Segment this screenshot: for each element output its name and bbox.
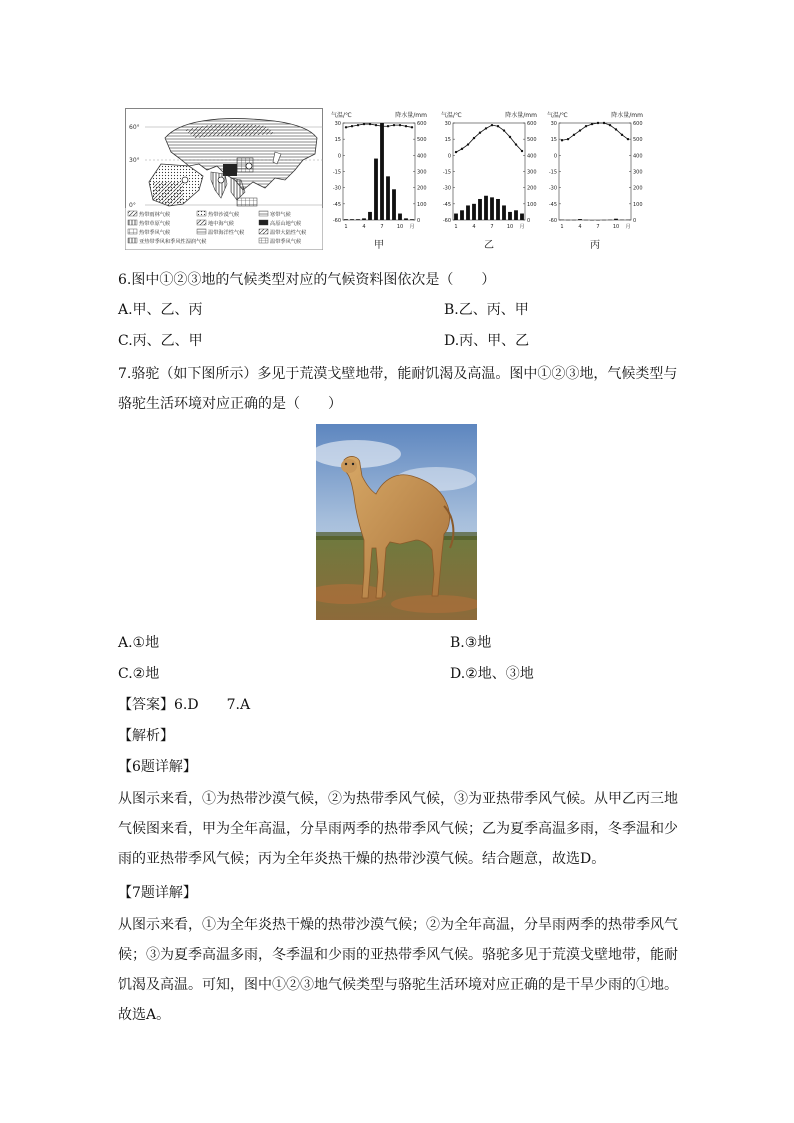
- detail-6-text: 从图示来看，①为热带沙漠气候，②为热带季风气候，③为亚热带季风气候。从甲乙丙三地气候图来看，甲为全年高温，分旱雨两季的热带季风气候；乙为夏季高温多雨，冬季温和少雨的亚热带季风气候；丙为全年炎热干燥的热带沙漠气候。结合题意，故选D。: [118, 791, 678, 867]
- temp-point: [363, 123, 365, 125]
- temp-point: [515, 143, 517, 145]
- climate-figure: [125, 108, 645, 258]
- detail-7-text: 从图示来看，①为全年炎热干燥的热带沙漠气候；②为全年高温，分旱雨两季的热带季风气候；③为夏季高温多雨，冬季温和少雨的亚热带季风气候。骆驼多见于荒漠戈壁地带，能耐饥渴及高温。可知，图中①②③地气候类型与骆驼生活环境对应正确的是干旱少雨的①地。故选A。: [118, 917, 678, 1023]
- temp-tick-label: 15: [550, 137, 557, 144]
- x-tick-label: 10: [396, 224, 404, 230]
- precip-bar: [386, 176, 390, 220]
- temp-point: [503, 129, 505, 131]
- x-tick-label: 1: [560, 224, 564, 230]
- chart-label: 甲: [374, 240, 384, 251]
- precip-bar: [356, 219, 360, 220]
- temp-point: [509, 136, 511, 138]
- question-6-stem: 6.图中①②③地的气候类型对应的气候资料图依次是（ ）: [118, 272, 496, 288]
- temp-point: [375, 124, 377, 126]
- precip-tick-label: 300: [417, 169, 427, 176]
- temp-tick-label: -30: [442, 185, 451, 192]
- temp-point: [381, 125, 383, 127]
- legend-item: 热带季风气候: [139, 230, 171, 236]
- temp-tick-label: -60: [442, 218, 451, 224]
- temp-point: [615, 128, 617, 130]
- question-7-stem-line2: 骆驼生活环境对应正确的是（ ）: [118, 396, 342, 412]
- temp-point: [491, 124, 493, 126]
- temp-point: [399, 124, 401, 126]
- legend-item: 亚热带季风和季风性湿润气候: [139, 239, 207, 245]
- precip-bar: [490, 197, 494, 220]
- x-tick-label: 7: [596, 224, 600, 230]
- temp-tick-label: -45: [442, 201, 451, 208]
- temp-point: [461, 148, 463, 150]
- temp-axis-title: 气温/℃: [441, 112, 462, 119]
- x-tick-label: 月: [625, 224, 631, 230]
- camel-photo: [316, 424, 477, 620]
- precip-tick-label: 400: [633, 153, 643, 160]
- temp-tick-label: 30: [334, 121, 341, 127]
- temp-tick-label: -60: [332, 218, 341, 224]
- temp-axis-title: 气温/℃: [547, 112, 568, 119]
- temp-tick-label: 30: [550, 121, 557, 127]
- temp-point: [573, 134, 575, 136]
- precip-axis-title: 降水量/mm: [395, 112, 427, 119]
- precip-tick-label: 200: [633, 185, 643, 192]
- plot-frame: [343, 123, 415, 220]
- answer-value: 6.D 7.A: [174, 697, 251, 713]
- temp-tick-label: -15: [442, 169, 451, 176]
- precip-tick-label: 200: [527, 185, 537, 192]
- legend-item: 地中海气候: [208, 221, 234, 227]
- temp-point: [485, 127, 487, 129]
- precip-tick-label: 100: [417, 201, 427, 208]
- climate-chart-bing: [545, 108, 645, 258]
- temp-point: [497, 125, 499, 127]
- temp-axis-title: 气温/℃: [331, 112, 352, 119]
- precip-bar: [578, 219, 582, 220]
- precip-bar: [350, 219, 354, 220]
- temp-tick-label: -60: [548, 218, 557, 224]
- precip-tick-label: 500: [633, 137, 643, 144]
- lat-label: 60°: [129, 124, 140, 131]
- q7-option-b: B.③地: [450, 635, 492, 651]
- question-7-stem-line1: 7.骆驼（如下图所示）多见于荒漠戈壁地带，能耐饥渴及高温。图中①②③地，气候类型与: [118, 366, 678, 382]
- precip-bar: [472, 204, 476, 220]
- precip-bar: [514, 210, 518, 220]
- temp-point: [597, 122, 599, 124]
- chart-label: 丙: [590, 240, 600, 251]
- temp-point: [369, 123, 371, 125]
- temp-point: [561, 139, 563, 141]
- precip-bar: [368, 212, 372, 220]
- precip-bar: [374, 159, 378, 220]
- precip-bar: [502, 205, 506, 220]
- temp-line: [456, 125, 522, 152]
- detail-6-title: 【6题详解】: [118, 759, 197, 775]
- precip-bar: [496, 199, 500, 220]
- temp-point: [405, 125, 407, 127]
- temp-point: [521, 150, 523, 152]
- temp-tick-label: 0: [447, 153, 451, 160]
- legend-item: 热带沙漠气候: [208, 212, 240, 218]
- precip-tick-label: 200: [417, 185, 427, 192]
- temp-tick-label: -45: [548, 201, 557, 208]
- q6-option-d: D.丙、甲、乙: [444, 333, 530, 349]
- precip-tick-label: 100: [633, 201, 643, 208]
- temp-line: [562, 123, 628, 140]
- temp-point: [609, 124, 611, 126]
- x-tick-label: 1: [344, 224, 348, 230]
- map-graphic: [125, 108, 323, 250]
- climate-chart-jia: [329, 108, 429, 258]
- precip-tick-label: 500: [527, 137, 537, 144]
- temp-point: [603, 122, 605, 124]
- temp-tick-label: 30: [444, 121, 451, 127]
- lat-label: 0°: [129, 202, 136, 209]
- temp-point: [387, 125, 389, 127]
- precip-tick-label: 300: [527, 169, 537, 176]
- climate-chart-svg: [439, 108, 539, 238]
- temp-point: [411, 126, 413, 128]
- analysis-label: 【解析】: [118, 728, 174, 744]
- precip-bar: [398, 214, 402, 220]
- temp-tick-label: 15: [444, 137, 451, 144]
- answer-label: 【答案】: [118, 697, 174, 713]
- precip-bar: [460, 210, 464, 220]
- chart-label: 乙: [484, 240, 494, 251]
- legend-item: 温带大陆性气候: [270, 230, 307, 236]
- precip-bar: [362, 218, 366, 220]
- temp-tick-label: 0: [553, 153, 557, 160]
- legend-item: 热带雨林气候: [139, 212, 171, 218]
- detail-7-title: 【7题详解】: [118, 885, 197, 901]
- x-tick-label: 10: [506, 224, 514, 230]
- precip-bar: [404, 218, 408, 220]
- precip-bar: [614, 219, 618, 220]
- legend-item: 寒带气候: [270, 212, 291, 218]
- precip-tick-label: 600: [417, 121, 427, 127]
- temp-tick-label: 15: [334, 137, 341, 144]
- precip-tick-label: 0: [633, 218, 637, 224]
- plot-frame: [453, 123, 525, 220]
- temp-point: [357, 124, 359, 126]
- precip-tick-label: 500: [417, 137, 427, 144]
- temp-tick-label: -45: [332, 201, 341, 208]
- x-tick-label: 1: [454, 224, 458, 230]
- precip-bar: [478, 199, 482, 220]
- temp-line: [346, 124, 412, 127]
- precip-bar: [392, 189, 396, 220]
- q6-option-a: A.甲、乙、丙: [118, 302, 203, 318]
- temp-point: [467, 143, 469, 145]
- temp-point: [393, 124, 395, 126]
- temp-point: [585, 125, 587, 127]
- temp-tick-label: -30: [548, 185, 557, 192]
- x-tick-label: 10: [612, 224, 620, 230]
- precip-tick-label: 600: [633, 121, 643, 127]
- temp-point: [455, 151, 457, 153]
- lat-label: 30°: [129, 157, 140, 164]
- temp-tick-label: -15: [548, 169, 557, 176]
- x-tick-label: 7: [380, 224, 384, 230]
- precip-tick-label: 100: [527, 201, 537, 208]
- precip-bar: [454, 214, 458, 220]
- temp-point: [473, 137, 475, 139]
- x-tick-label: 4: [362, 224, 366, 230]
- precip-tick-label: 300: [633, 169, 643, 176]
- temp-point: [621, 134, 623, 136]
- temp-point: [591, 123, 593, 125]
- precip-axis-title: 降水量/mm: [505, 112, 537, 119]
- x-tick-label: 4: [472, 224, 476, 230]
- climate-map: [125, 108, 323, 250]
- precip-tick-label: 0: [527, 218, 531, 224]
- precip-bar: [520, 214, 524, 220]
- temp-point: [345, 126, 347, 128]
- temp-tick-label: -15: [332, 169, 341, 176]
- precip-bar: [484, 196, 488, 220]
- q7-option-d: D.②地、③地: [450, 666, 534, 682]
- precip-tick-label: 600: [527, 121, 537, 127]
- precip-axis-title: 降水量/mm: [611, 112, 643, 119]
- temp-point: [479, 132, 481, 134]
- x-tick-label: 月: [519, 224, 525, 230]
- precip-bar: [466, 205, 470, 220]
- legend-item: 高原山地气候: [270, 221, 302, 227]
- precip-bar: [380, 123, 384, 220]
- precip-tick-label: 400: [417, 153, 427, 160]
- legend-item: 温带季风气候: [270, 239, 302, 245]
- climate-chart-svg: [329, 108, 429, 238]
- temp-point: [351, 125, 353, 127]
- temp-point: [627, 138, 629, 140]
- temp-tick-label: 0: [337, 153, 341, 160]
- x-tick-label: 月: [409, 224, 415, 230]
- answer-line: [118, 695, 250, 715]
- precip-bar: [410, 219, 414, 220]
- precip-bar: [508, 212, 512, 220]
- legend-item: 热带草原气候: [139, 221, 171, 227]
- q7-option-a: A.①地: [118, 635, 160, 651]
- temp-tick-label: -30: [332, 185, 341, 192]
- x-tick-label: 4: [578, 224, 582, 230]
- q7-option-c: C.②地: [118, 666, 160, 682]
- detail-6-body: [118, 784, 683, 874]
- climate-chart-yi: [439, 108, 539, 258]
- temp-point: [579, 129, 581, 131]
- q6-option-c: C.丙、乙、甲: [118, 333, 203, 349]
- precip-bar: [344, 219, 348, 220]
- temp-point: [567, 138, 569, 140]
- climate-chart-svg: [545, 108, 645, 238]
- q6-option-b: B.乙、丙、甲: [444, 302, 529, 318]
- x-tick-label: 7: [490, 224, 494, 230]
- precip-tick-label: 400: [527, 153, 537, 160]
- legend-item: 温带海洋性气候: [208, 230, 245, 236]
- detail-7-body: [118, 910, 683, 1030]
- precip-tick-label: 0: [417, 218, 421, 224]
